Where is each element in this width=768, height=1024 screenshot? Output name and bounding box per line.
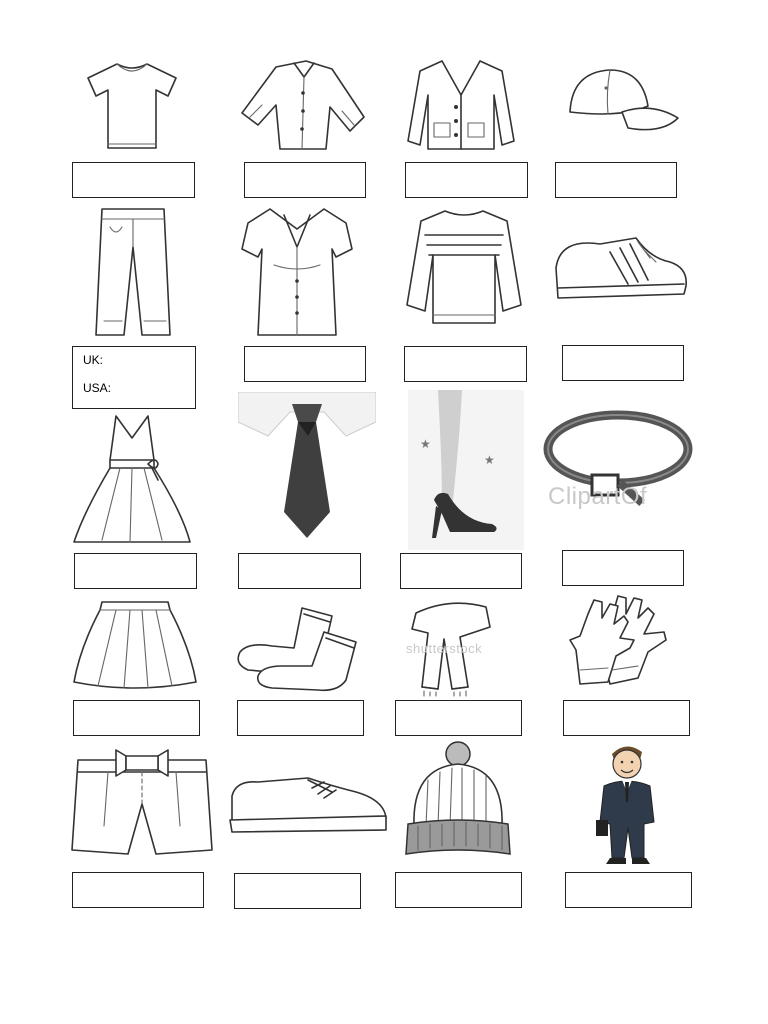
shirt-icon: [236, 55, 372, 155]
trousers-icon: [92, 203, 174, 340]
scarf-watermark: shutterstock: [406, 641, 483, 656]
dress-icon: [72, 412, 192, 549]
uk-label: UK:: [83, 353, 104, 367]
answer-box-shoe[interactable]: [234, 873, 361, 909]
answer-box-socks[interactable]: [237, 700, 364, 736]
answer-box-belt[interactable]: [562, 550, 684, 586]
answer-box-suit[interactable]: [565, 872, 692, 908]
shoe-icon: [228, 768, 390, 836]
skirt-icon: [72, 598, 198, 690]
blouse-icon: [240, 203, 354, 340]
answer-box-t-shirt[interactable]: [72, 162, 195, 198]
answer-box-gloves[interactable]: [563, 700, 690, 736]
bobble-hat-icon: [402, 740, 514, 858]
jumper-icon: [403, 205, 525, 333]
answer-box-cap[interactable]: [555, 162, 677, 198]
answer-box-cardigan[interactable]: [405, 162, 528, 198]
gloves-icon: [568, 590, 676, 690]
answer-box-blouse[interactable]: [244, 346, 366, 382]
answer-box-jumper[interactable]: [404, 346, 527, 382]
usa-label: USA:: [83, 381, 112, 395]
svg-text:★: ★: [420, 437, 431, 451]
tie-icon: [238, 392, 376, 540]
answer-box-bobble-hat[interactable]: [395, 872, 522, 908]
answer-box-scarf[interactable]: [395, 700, 522, 736]
shorts-icon: [68, 746, 216, 858]
answer-box-skirt[interactable]: [73, 700, 200, 736]
answer-box-tie[interactable]: [238, 553, 361, 589]
answer-box-trainer[interactable]: [562, 345, 684, 381]
answer-box-shirt[interactable]: [244, 162, 366, 198]
answer-box-shorts[interactable]: [72, 872, 204, 908]
belt-watermark: ClipartOf: [548, 483, 648, 510]
svg-text:★: ★: [484, 453, 495, 467]
answer-box-dress[interactable]: [74, 553, 197, 589]
cardigan-icon: [404, 55, 518, 155]
trainer-icon: [550, 228, 690, 308]
answer-box-trousers[interactable]: [72, 346, 196, 409]
t-shirt-icon: [82, 58, 182, 153]
answer-box-high-heel[interactable]: [400, 553, 522, 589]
high-heel-icon: [408, 390, 524, 550]
cap-icon: [562, 62, 682, 142]
socks-icon: [232, 602, 358, 692]
suit-icon: [588, 740, 666, 866]
